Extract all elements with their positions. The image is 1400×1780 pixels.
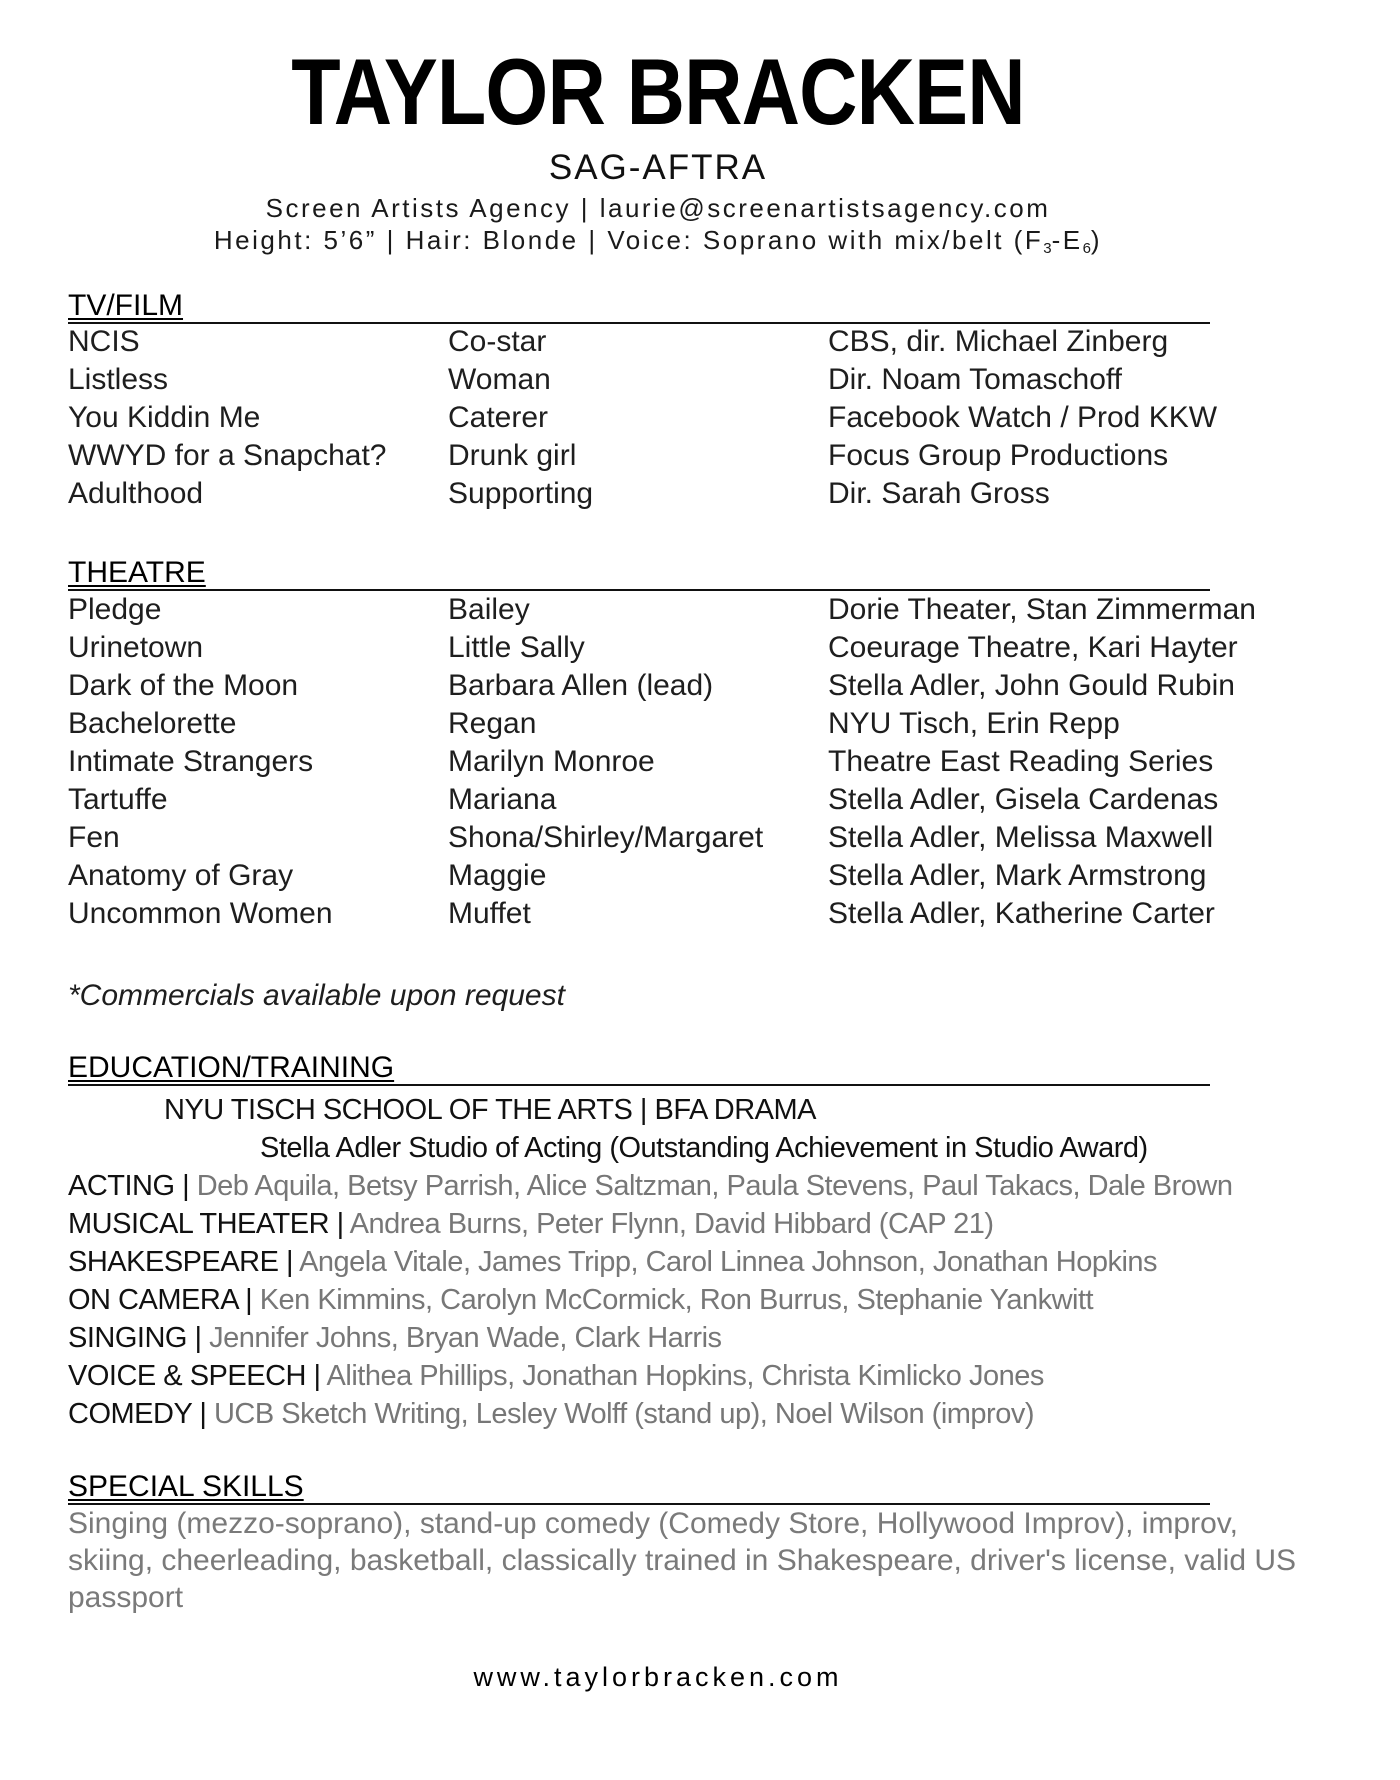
credit-row [68,743,1368,781]
training-teachers: Jennifer Johns, Bryan Wade, Clark Harris [209,1322,722,1354]
credit-company: Dir. Noam Tomaschoff [828,363,1123,396]
credit-row [68,781,1368,819]
section-heading-tv-film [68,290,1210,324]
credit-row [68,667,1368,705]
theatre-heading-text: THEATRE [68,556,206,589]
training-list [68,1167,1368,1433]
credit-title: Bachelorette [68,707,237,740]
theatre-credits [68,591,1368,933]
school-name: NYU TISCH SCHOOL OF THE ARTS | BFA DRAMA [164,1094,816,1126]
credit-company: Stella Adler, Melissa Maxwell [828,821,1214,854]
training-line [68,1243,1368,1281]
training-line [68,1357,1368,1395]
credit-role: Co-star [448,325,547,358]
credit-row [68,629,1368,667]
credit-row [68,591,1368,629]
credit-title: You Kiddin Me [68,401,261,434]
credit-role: Regan [448,707,537,740]
training-teachers: Angela Vitale, James Tripp, Carol Linnea Johnson, Jonathan Hopkins [299,1246,1158,1278]
credit-title: Uncommon Women [68,897,333,930]
credit-row [68,399,1368,437]
separator: | [286,1246,294,1278]
credit-role: Caterer [448,401,549,434]
special-skills-heading-text: SPECIAL SKILLS [68,1470,304,1503]
separator: | [336,1208,344,1240]
credit-title: Dark of the Moon [68,669,299,702]
training-category: MUSICAL THEATER [68,1208,330,1240]
separator: | [194,1322,202,1354]
credit-company: Stella Adler, Mark Armstrong [828,859,1207,892]
credit-row [68,475,1368,513]
credit-role: Muffet [448,897,531,930]
credit-title: NCIS [68,325,140,358]
training-category: SHAKESPEARE [68,1246,279,1278]
union-affiliation: SAG-AFTRA [548,148,768,187]
website-url: www.taylorbracken.com [473,1662,843,1692]
credit-row [68,895,1368,933]
tv-film-heading-text: TV/FILM [68,289,184,322]
range-low: 3 [1043,240,1052,257]
credit-row [68,437,1368,475]
studio-name: Stella Adler Studio of Acting (Outstanding Achievement in Studio Award) [260,1132,1148,1164]
credit-role: Bailey [448,593,530,626]
credit-role: Marilyn Monroe [448,745,655,778]
credit-row [68,323,1368,361]
training-teachers: Andrea Burns, Peter Flynn, David Hibbard (CAP 21) [349,1208,994,1240]
agency-contact: Screen Artists Agency | laurie@screenartistsagency.com [265,193,1051,223]
resume-name: TAYLOR BRACKEN [291,39,1025,144]
credit-title: Adulthood [68,477,204,510]
credit-role: Maggie [448,859,547,892]
credit-role: Supporting [448,477,594,510]
credit-role: Mariana [448,783,557,816]
training-category: SINGING [68,1322,187,1354]
credit-title: Pledge [68,593,162,626]
separator: | [313,1360,321,1392]
section-heading-special-skills [68,1471,1210,1505]
credit-company: Facebook Watch / Prod KKW [828,401,1218,434]
physical-stats [0,224,1316,265]
credit-company: Dorie Theater, Stan Zimmerman [828,593,1256,626]
stats-text: Height: 5’6” | Hair: Blonde | Voice: Soprano with mix/belt (F [213,225,1044,255]
credit-title: Intimate Strangers [68,745,314,778]
credit-company: CBS, dir. Michael Zinberg [828,325,1169,358]
credit-role: Drunk girl [448,439,577,472]
education-heading-text: EDUCATION/TRAINING [68,1051,395,1084]
credit-role: Barbara Allen (lead) [448,669,714,702]
training-category: COMEDY [68,1398,192,1430]
credit-row [68,857,1368,895]
training-line [68,1167,1368,1205]
separator: | [182,1170,190,1202]
credit-company: Focus Group Productions [828,439,1169,472]
credit-row [68,705,1368,743]
credit-title: Urinetown [68,631,204,664]
training-line [68,1205,1368,1243]
credit-row [68,361,1368,399]
training-category: VOICE & SPEECH [68,1360,306,1392]
training-teachers: UCB Sketch Writing, Lesley Wolff (stand up), Noel Wilson (improv) [213,1398,1034,1430]
credit-title: WWYD for a Snapchat? [68,439,387,472]
credit-company: Dir. Sarah Gross [828,477,1050,510]
credit-company: Stella Adler, Katherine Carter [828,897,1215,930]
training-teachers: Alithea Phillips, Jonathan Hopkins, Christa Kimlicko Jones [326,1360,1044,1392]
credit-company: Coeurage Theatre, Kari Hayter [828,631,1238,664]
credit-title: Listless [68,363,169,396]
credit-company: Stella Adler, Gisela Cardenas [828,783,1219,816]
credit-company: Theatre East Reading Series [828,745,1214,778]
range-dash: -E [1051,225,1083,255]
credit-role: Shona/Shirley/Margaret [448,821,764,854]
range-close: ) [1090,225,1103,255]
section-heading-theatre [68,557,1210,591]
separator: | [199,1398,207,1430]
section-heading-education [68,1052,1210,1086]
range-high: 6 [1082,240,1091,257]
credit-role: Woman [448,363,551,396]
training-teachers: Deb Aquila, Betsy Parrish, Alice Saltzman, Paula Stevens, Paul Takacs, Dale Brown [196,1170,1233,1202]
credit-role: Little Sally [448,631,585,664]
training-line [68,1281,1368,1319]
training-category: ON CAMERA [68,1284,238,1316]
special-skills-text: Singing (mezzo-soprano), stand-up comedy (Comedy Store, Hollywood Improv), improv, skiing, cheerleading, basketball, classically trained in Shakespeare, driver's license, valid US passport [68,1507,1297,1614]
credit-title: Fen [68,821,120,854]
training-line [68,1395,1368,1433]
credit-company: Stella Adler, John Gould Rubin [828,669,1235,702]
separator: | [245,1284,253,1316]
credit-row [68,819,1368,857]
commercials-note: *Commercials available upon request [68,979,565,1012]
training-teachers: Ken Kimmins, Carolyn McCormick, Ron Burrus, Stephanie Yankwitt [259,1284,1094,1316]
credit-title: Anatomy of Gray [68,859,294,892]
credit-company: NYU Tisch, Erin Repp [828,707,1120,740]
tv-film-credits [68,323,1368,513]
training-line [68,1319,1368,1357]
credit-title: Tartuffe [68,783,168,816]
training-category: ACTING [68,1170,175,1202]
